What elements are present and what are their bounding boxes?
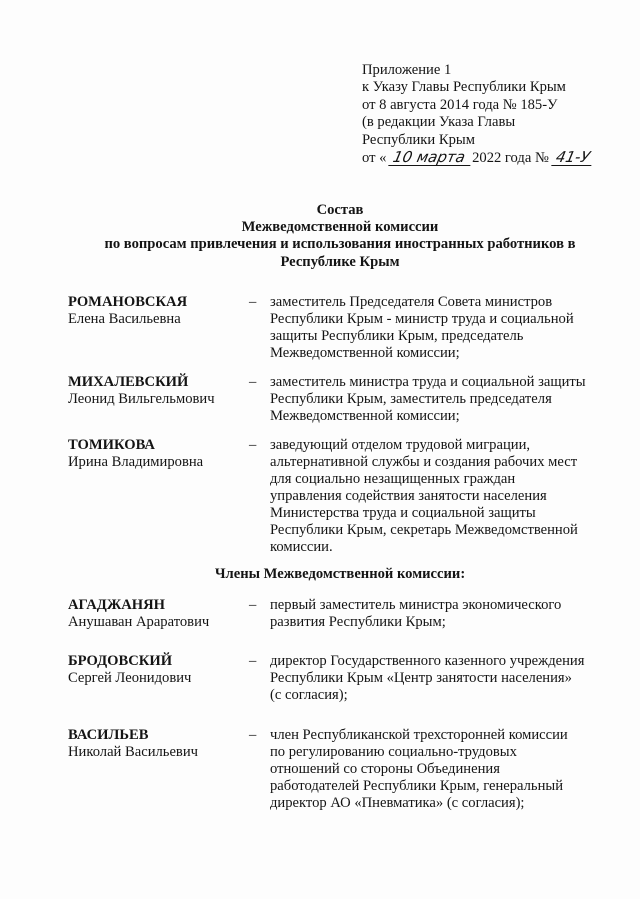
title-line-1: Состав <box>316 202 364 218</box>
person-position <box>270 374 615 425</box>
appendix-line-4: (в редакции Указа Главы <box>362 114 516 131</box>
position-line: первый заместитель министра экономического <box>270 597 562 613</box>
document-title <box>40 202 640 271</box>
position-line: директор Государственного казенного учреждения <box>270 653 585 669</box>
position-line: Республики Крым, секретарь Межведомственной <box>270 522 578 538</box>
appendix-block <box>362 62 622 166</box>
person-name <box>68 597 258 631</box>
position-line: альтернативной службы и создания рабочих мест <box>270 454 578 470</box>
person-position <box>270 653 615 704</box>
position-line: для социально незащищенных граждан <box>270 471 516 487</box>
person-given-names: Елена Васильевна <box>68 311 181 327</box>
person-surname: АГАДЖАНЯН <box>68 597 166 613</box>
entry-dash: – <box>249 597 257 613</box>
person-surname: БРОДОВСКИЙ <box>68 653 173 669</box>
members-heading: Члены Межведомственной комиссии: <box>214 566 466 582</box>
person-name <box>68 294 258 328</box>
person-position <box>270 727 615 812</box>
position-line: Министерства труда и социальной защиты <box>270 505 536 521</box>
appendix-line-2: к Указу Главы Республики Крым <box>362 79 566 96</box>
position-line: Межведомственной комиссии; <box>270 345 460 361</box>
position-line: по регулированию социально-трудовых <box>270 744 517 760</box>
position-line: (с согласия); <box>270 687 348 703</box>
entry-dash: – <box>249 653 257 669</box>
position-line: заместитель министра труда и социальной защиты <box>270 374 586 390</box>
appendix-line-5: Республики Крым <box>362 131 475 148</box>
year-text: 2022 года № <box>472 149 549 166</box>
person-given-names: Сергей Леонидович <box>68 670 192 686</box>
title-line-2: Межведомственной комиссии <box>241 219 439 236</box>
appendix-date-line <box>362 149 622 166</box>
entry-dash: – <box>249 374 257 390</box>
handwritten-day: 10 <box>391 147 415 166</box>
date-prefix: от « <box>362 149 387 166</box>
title-line-3: по вопросам привлечения и использования иностранных работников в <box>104 236 576 253</box>
position-line: комиссии. <box>270 539 333 555</box>
position-line: отношений со стороны Объединения <box>270 761 500 777</box>
position-line: Межведомственной комиссии; <box>270 408 460 424</box>
position-line: член Республиканской трехсторонней комиссии <box>270 727 568 743</box>
handwritten-month: марта <box>415 147 467 166</box>
person-position <box>270 437 615 556</box>
position-line: управления содействия занятости населения <box>270 488 547 504</box>
person-given-names: Николай Васильевич <box>68 744 198 760</box>
handwritten-number: 41-У <box>551 149 594 166</box>
position-line: работодателей Республики Крым, генеральный <box>270 778 564 794</box>
person-surname: ВАСИЛЬЕВ <box>68 727 149 743</box>
person-name <box>68 374 258 408</box>
person-surname: РОМАНОВСКАЯ <box>68 294 188 310</box>
entry-dash: – <box>249 437 257 453</box>
position-line: защиты Республики Крым, председатель <box>270 328 524 344</box>
position-line: заместитель Председателя Совета министров <box>270 294 553 310</box>
position-line: заведующий отделом трудовой миграции, <box>270 437 531 453</box>
handwritten-date <box>388 149 474 166</box>
person-surname: МИХАЛЕВСКИЙ <box>68 374 189 390</box>
person-name <box>68 437 258 471</box>
appendix-line-1: Приложение 1 <box>362 62 452 78</box>
person-position <box>270 294 615 362</box>
person-given-names: Анушаван Араратович <box>68 614 210 630</box>
position-line: Республики Крым «Центр занятости населения» <box>270 670 572 686</box>
entry-dash: – <box>249 294 257 310</box>
person-name <box>68 727 258 761</box>
position-line: развития Республики Крым; <box>270 614 446 630</box>
position-line: Республики Крым, заместитель председателя <box>270 391 552 407</box>
appendix-line-3: от 8 августа 2014 года № 185-У <box>362 96 558 113</box>
title-line-4: Республике Крым <box>280 253 400 270</box>
position-line: Республики Крым - министр труда и социальной <box>270 311 574 327</box>
entry-dash: – <box>249 727 257 743</box>
person-position <box>270 597 615 631</box>
person-given-names: Ирина Владимировна <box>68 454 204 470</box>
person-given-names: Леонид Вильгельмович <box>68 391 215 407</box>
person-name <box>68 653 258 687</box>
person-surname: ТОМИКОВА <box>68 437 155 453</box>
position-line: директор АО «Пневматика» (с согласия); <box>270 795 525 811</box>
